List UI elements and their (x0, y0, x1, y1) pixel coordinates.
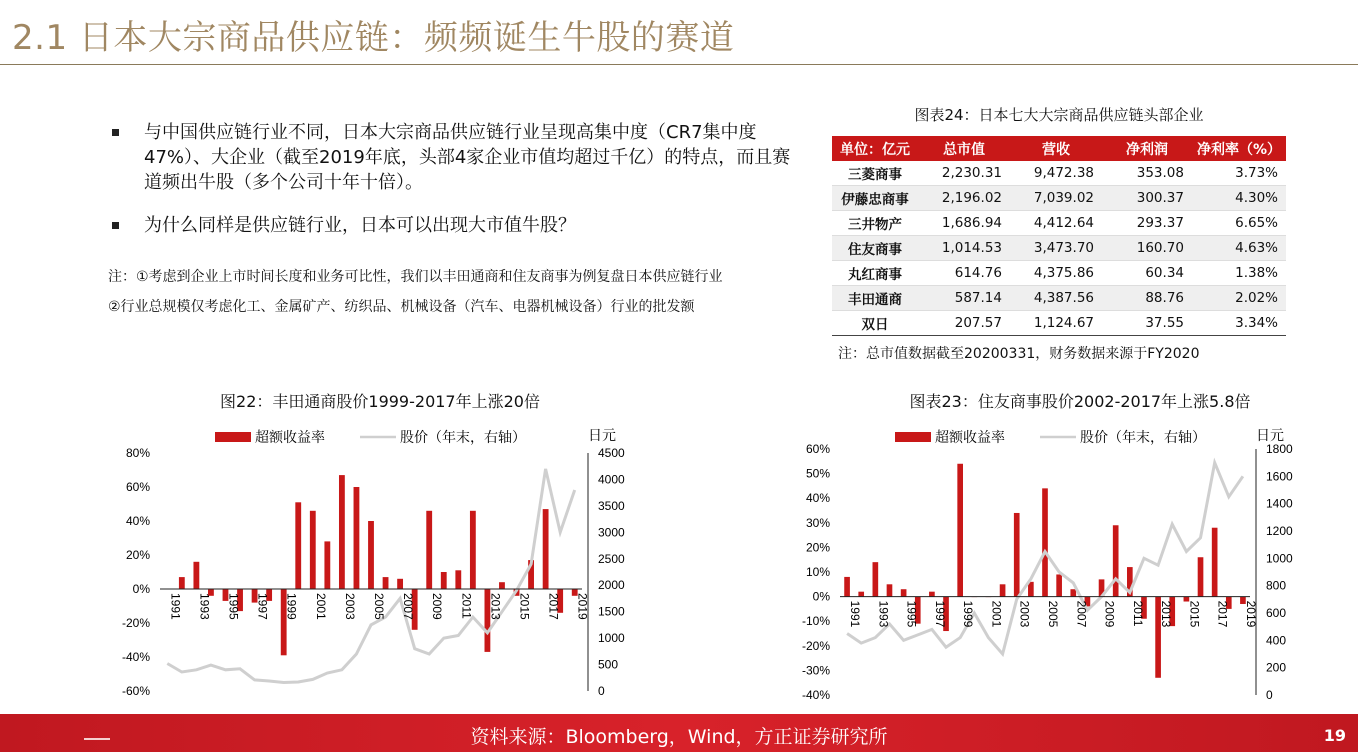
table-row (832, 211, 1286, 236)
left-tick-label: -20% (121, 616, 150, 630)
table-cell: 60.34 (1102, 261, 1192, 286)
table-cell: 300.37 (1102, 186, 1192, 211)
table-row (832, 186, 1286, 211)
bullet-item (108, 213, 798, 238)
bullet-text: 与中国供应链行业不同，日本大宗商品供应链行业呈现高集中度（CR7集中度47%）、大企业（截至2019年底，头部4家企业市值均超过千亿）的特点，而且赛道频出牛股（多个公司十年十倍）。 (144, 122, 791, 193)
legend-label: 股价（年末，右轴） (400, 429, 526, 445)
bar (858, 592, 864, 597)
company-name-cell: 三菱商事 (832, 161, 918, 186)
left-tick-label: 0% (812, 589, 830, 604)
chart-title: 图表23：住友商事股价2002-2017年上涨5.8倍 (909, 392, 1251, 411)
table-header-cell: 净利润 (1102, 136, 1192, 161)
chart-sumitomo (780, 418, 1340, 708)
x-tick-label: 1993 (876, 600, 891, 628)
title-divider (0, 64, 1358, 65)
bar (426, 511, 432, 589)
bullet-square-icon (112, 222, 119, 229)
bar (339, 475, 345, 589)
left-tick-label: 30% (805, 515, 830, 530)
bar (1056, 574, 1062, 596)
left-tick-label: -60% (121, 684, 150, 698)
left-tick-label: 60% (125, 480, 150, 494)
legend-swatch-bar (215, 432, 251, 442)
table-header-row (832, 136, 1286, 161)
table-cell: 2.02% (1192, 286, 1286, 311)
table-cell: 1,014.53 (918, 236, 1010, 261)
right-tick-label: 1000 (1266, 551, 1293, 566)
left-tick-label: 10% (805, 565, 830, 579)
bullet-list (108, 120, 798, 256)
bar (193, 562, 199, 589)
table-cell: 587.14 (918, 286, 1010, 311)
left-tick-label: -30% (801, 663, 830, 678)
x-tick-label: 2007 (1074, 600, 1089, 628)
x-tick-label: 2011 (459, 593, 474, 619)
right-tick-label: 2000 (598, 578, 625, 593)
table-cell: 9,472.38 (1010, 161, 1102, 186)
notes (108, 262, 723, 322)
company-name-cell: 住友商事 (832, 236, 918, 261)
right-tick-label: 600 (1266, 606, 1287, 620)
left-tick-label: 20% (125, 548, 150, 562)
table-cell: 293.37 (1102, 211, 1192, 236)
table-cell: 1.38% (1192, 261, 1286, 286)
table-cell: 4.30% (1192, 186, 1286, 211)
x-tick-label: 2009 (430, 593, 445, 620)
right-tick-label: 2500 (598, 551, 625, 566)
x-tick-label: 1993 (197, 593, 212, 620)
legend-label: 超额收益率 (255, 429, 325, 445)
bullet-text: 为什么同样是供应链行业，日本可以出现大市值牛股？ (144, 215, 576, 236)
note-line: ②行业总规模仅考虑化工、金属矿产、纺织品、机械设备（汽车、电器机械设备）行业的批发额 (108, 299, 695, 315)
table-row (832, 311, 1286, 336)
bar (887, 584, 893, 596)
company-name-cell: 三井物产 (832, 211, 918, 236)
company-name-cell: 双日 (832, 311, 918, 336)
bar (901, 589, 907, 596)
left-tick-label: -40% (121, 650, 150, 664)
right-tick-label: 200 (1266, 660, 1287, 675)
table-cell: 2,196.02 (918, 186, 1010, 211)
x-tick-label: 2009 (1102, 600, 1117, 628)
right-tick-label: 500 (598, 657, 619, 672)
x-tick-label: 2015 (517, 593, 532, 620)
table-row (832, 286, 1286, 311)
x-tick-label: 2015 (1187, 600, 1202, 628)
right-tick-label: 400 (1266, 633, 1287, 648)
right-axis-unit: 日元 (588, 427, 616, 443)
bullet-item (108, 120, 798, 195)
bar (455, 570, 461, 589)
table-note: 注：总市值数据截至20200331，财务数据来源于FY2020 (838, 346, 1200, 362)
table-header-cell: 净利率（%） (1192, 136, 1286, 161)
bar (543, 509, 549, 589)
table-cell: 4.63% (1192, 236, 1286, 261)
right-tick-label: 1400 (1266, 496, 1293, 511)
bar (1113, 525, 1119, 596)
table-cell: 3.73% (1192, 161, 1286, 186)
bar (844, 577, 850, 597)
bar (873, 562, 879, 596)
x-tick-label: 2003 (342, 593, 357, 620)
table-cell: 7,039.02 (1010, 186, 1102, 211)
table-cell: 37.55 (1102, 311, 1192, 336)
table-cell: 207.57 (918, 311, 1010, 336)
left-tick-label: 60% (805, 442, 830, 456)
bar (310, 511, 316, 589)
bar (470, 511, 476, 589)
table-cell: 6.65% (1192, 211, 1286, 236)
x-tick-label: 2005 (372, 593, 386, 620)
table-cell: 4,375.86 (1010, 261, 1102, 286)
bar (368, 521, 374, 589)
bar (1042, 488, 1048, 596)
bar (499, 582, 505, 589)
right-tick-label: 3000 (598, 525, 625, 540)
right-tick-label: 800 (1266, 578, 1287, 593)
bar (929, 592, 935, 597)
bar (957, 464, 963, 597)
x-tick-label: 2019 (575, 593, 590, 620)
bar (397, 579, 403, 589)
x-tick-label: 2019 (1243, 600, 1258, 628)
right-axis-unit: 日元 (1256, 427, 1284, 443)
bar (441, 572, 447, 589)
table-cell: 1,124.67 (1010, 311, 1102, 336)
x-tick-label: 2001 (313, 593, 328, 620)
table-cell: 3,473.70 (1010, 236, 1102, 261)
table-cell: 88.76 (1102, 286, 1192, 311)
legend-label: 股价（年末，右轴） (1080, 429, 1206, 445)
legend-label: 超额收益率 (935, 429, 1005, 445)
table-cell: 1,686.94 (918, 211, 1010, 236)
bar (1198, 557, 1204, 596)
table-header-cell: 单位：亿元 (832, 136, 918, 161)
bar (1212, 528, 1218, 597)
table-cell: 3.34% (1192, 311, 1286, 336)
bullet-square-icon (112, 129, 119, 136)
right-tick-label: 0 (598, 684, 605, 698)
bar (324, 541, 330, 589)
x-tick-label: 1999 (284, 593, 299, 620)
bar (383, 577, 389, 589)
page-title: 2.1 日本大宗商品供应链：频频诞生牛股的赛道 (12, 18, 735, 58)
x-tick-label: 1991 (168, 593, 183, 620)
x-tick-label: 2003 (1017, 600, 1032, 628)
right-tick-label: 4500 (598, 446, 625, 460)
bar (354, 487, 360, 589)
source-note: 资料来源：Bloomberg，Wind，方正证券研究所 (470, 726, 888, 748)
x-tick-label: 2011 (1130, 600, 1145, 627)
x-tick-label: 2007 (401, 593, 416, 620)
table-cell: 614.76 (918, 261, 1010, 286)
legend-swatch-bar (895, 432, 931, 442)
x-tick-label: 1999 (961, 600, 976, 628)
table-cell: 4,387.56 (1010, 286, 1102, 311)
table-row (832, 236, 1286, 261)
left-tick-label: -10% (801, 614, 830, 629)
table-cell: 2,230.31 (918, 161, 1010, 186)
table-cell: 160.70 (1102, 236, 1192, 261)
right-tick-label: 4000 (598, 472, 625, 487)
bar (295, 502, 301, 589)
x-tick-label: 2013 (488, 593, 503, 620)
company-name-cell: 丰田通商 (832, 286, 918, 311)
x-tick-label: 1997 (932, 600, 947, 628)
note-line: 注：①考虑到企业上市时间长度和业务可比性，我们以丰田通商和住友商事为例复盘日本供应链行业 (108, 269, 723, 285)
table-row (832, 261, 1286, 286)
table-header-cell: 总市值 (918, 136, 1010, 161)
x-tick-label: 1997 (255, 593, 270, 620)
right-tick-label: 1200 (1266, 524, 1293, 538)
page-number: 19 (1323, 726, 1346, 745)
chart-title: 图22：丰田通商股价1999-2017年上涨20倍 (220, 392, 540, 411)
left-tick-label: 50% (805, 466, 830, 481)
right-tick-label: 1600 (1266, 469, 1293, 484)
x-tick-label: 1995 (904, 600, 919, 628)
x-tick-label: 2013 (1159, 600, 1174, 628)
left-tick-label: 0% (132, 582, 150, 596)
x-tick-label: 2017 (546, 593, 561, 620)
bar (1000, 584, 1006, 596)
right-tick-label: 0 (1266, 688, 1273, 702)
right-tick-label: 3500 (598, 498, 625, 513)
x-tick-label: 2001 (989, 600, 1004, 628)
company-name-cell: 伊藤忠商事 (832, 186, 918, 211)
left-tick-label: -40% (801, 688, 830, 702)
bar (1070, 589, 1076, 596)
table-cell: 4,412.64 (1010, 211, 1102, 236)
right-tick-label: 1500 (598, 604, 625, 619)
company-name-cell: 丸红商事 (832, 261, 918, 286)
companies-table (832, 136, 1286, 336)
footer-bar (0, 714, 1358, 752)
left-tick-label: -20% (801, 638, 830, 653)
table-caption: 图表24：日本七大大宗商品供应链头部企业 (914, 106, 1204, 124)
table-row (832, 161, 1286, 186)
left-tick-label: 80% (125, 446, 150, 460)
bar (179, 577, 185, 589)
chart-toyota-tsusho (100, 418, 640, 708)
bar (1014, 513, 1020, 597)
x-tick-label: 1991 (848, 600, 863, 628)
left-tick-label: 40% (125, 514, 150, 528)
table-header-cell: 营收 (1010, 136, 1102, 161)
x-tick-label: 1995 (226, 593, 241, 620)
x-tick-label: 2017 (1215, 600, 1230, 628)
x-tick-label: 2005 (1046, 600, 1060, 628)
table-cell: 353.08 (1102, 161, 1192, 186)
right-tick-label: 1800 (1266, 442, 1293, 456)
right-tick-label: 1000 (598, 631, 625, 646)
left-tick-label: 20% (805, 540, 830, 555)
left-tick-label: 40% (805, 491, 830, 506)
